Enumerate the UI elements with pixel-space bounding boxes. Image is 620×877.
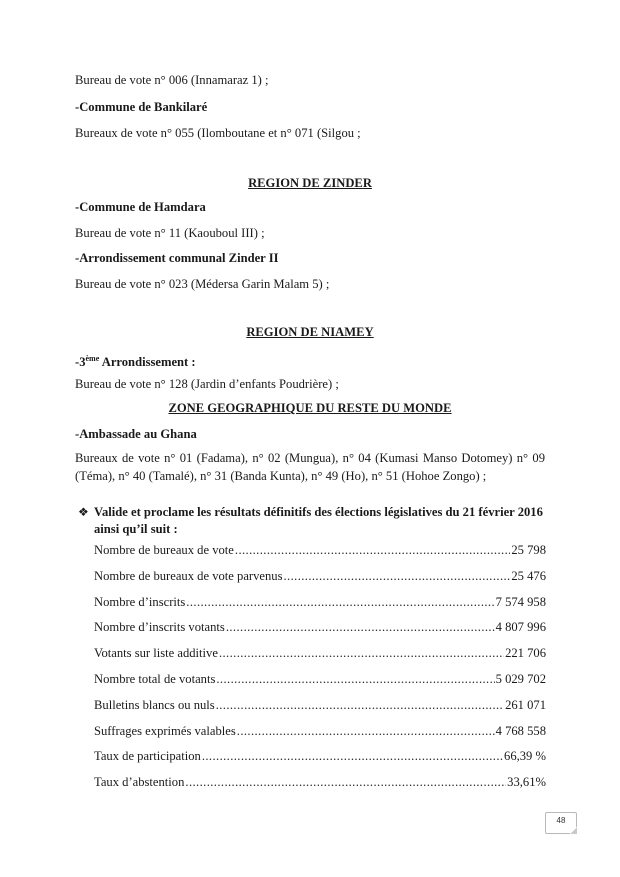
stat-label: Nombre de bureaux de vote bbox=[94, 543, 234, 557]
diamond-bullet-icon: ❖ bbox=[78, 505, 89, 519]
leader-dots bbox=[185, 775, 506, 790]
leader-dots bbox=[237, 724, 495, 739]
proclamation-text: Valide et proclame les résultats définitifs des élections législatives du 21 février 2016 ainsi qu’il suit : bbox=[94, 505, 543, 536]
heading-zone-geographique: ZONE GEOGRAPHIQUE DU RESTE DU MONDE bbox=[168, 401, 452, 415]
arr3-superscript: ème bbox=[85, 354, 100, 363]
arr3-prefix: -3 bbox=[75, 355, 86, 370]
stat-value: 33,61% bbox=[507, 775, 546, 790]
arr3-suffix: Arrondissement : bbox=[99, 355, 196, 370]
line-bureau-11: Bureau de vote n° 11 (Kaouboul III) ; bbox=[75, 226, 265, 240]
stat-value: 25 798 bbox=[511, 543, 546, 557]
stat-label: Taux de participation bbox=[94, 749, 201, 764]
leader-dots bbox=[216, 672, 494, 687]
stat-label: Nombre de bureaux de vote parvenus bbox=[94, 568, 283, 583]
stat-value: 4 807 996 bbox=[495, 620, 546, 635]
stat-row bbox=[94, 749, 546, 764]
page-number: 48 bbox=[545, 812, 577, 834]
heading-arrondissement-zinder: -Arrondissement communal Zinder II bbox=[75, 251, 279, 265]
heading-region-zinder: REGION DE ZINDER bbox=[248, 176, 372, 190]
stat-label: Taux d’abstention bbox=[94, 775, 185, 790]
line-bureaux-055: Bureaux de vote n° 055 (Ilomboutane et n° 071 (Silgou ; bbox=[75, 126, 361, 140]
stat-label: Votants sur liste additive bbox=[94, 646, 218, 661]
stat-label: Nombre total de votants bbox=[94, 672, 216, 686]
stat-value: 66,39 % bbox=[504, 749, 546, 764]
leader-dots bbox=[235, 543, 510, 558]
stat-row bbox=[94, 543, 546, 558]
stat-label: Suffrages exprimés valables bbox=[94, 723, 236, 738]
leader-dots bbox=[219, 646, 504, 661]
stat-label: Nombre d’inscrits votants bbox=[94, 620, 225, 635]
heading-commune-bankilare: -Commune de Bankilaré bbox=[75, 100, 208, 114]
stat-value: 5 029 702 bbox=[495, 672, 546, 686]
proclamation-bullet bbox=[78, 504, 546, 538]
stat-value: 221 706 bbox=[505, 646, 546, 661]
stat-row bbox=[94, 672, 546, 687]
line-bureau-128: Bureau de vote n° 128 (Jardin d’enfants Poudrière) ; bbox=[75, 377, 339, 391]
leader-dots bbox=[284, 569, 511, 584]
stat-row bbox=[94, 569, 546, 584]
stat-value: 261 071 bbox=[505, 697, 546, 712]
leader-dots bbox=[202, 749, 503, 764]
line-bureau-006: Bureau de vote n° 006 (Innamaraz 1) ; bbox=[75, 73, 269, 87]
stat-row bbox=[94, 595, 546, 610]
stat-row bbox=[94, 724, 546, 739]
stat-row bbox=[94, 646, 546, 661]
heading-ambassade-ghana: -Ambassade au Ghana bbox=[75, 427, 197, 441]
stat-row bbox=[94, 620, 546, 635]
heading-region-niamey: REGION DE NIAMEY bbox=[246, 325, 374, 339]
leader-dots bbox=[226, 620, 495, 635]
leader-dots bbox=[186, 595, 494, 610]
stat-value: 7 574 958 bbox=[495, 594, 546, 609]
heading-commune-hamdara: -Commune de Hamdara bbox=[75, 200, 206, 214]
stat-value: 25 476 bbox=[511, 568, 546, 583]
stat-label: Nombre d’inscrits bbox=[94, 594, 186, 609]
leader-dots bbox=[216, 698, 504, 713]
stat-row bbox=[94, 698, 546, 713]
stat-row bbox=[94, 775, 546, 790]
stat-value: 4 768 558 bbox=[495, 723, 546, 738]
line-bureau-023: Bureau de vote n° 023 (Médersa Garin Malam 5) ; bbox=[75, 277, 330, 291]
paragraph-ghana-bureaux: Bureaux de vote n° 01 (Fadama), n° 02 (Mungua), n° 04 (Kumasi Manso Dotomey) n° 09 (Téma), n° 40 (Tamalé), n° 31 (Banda Kunta), n° 49 (Ho), n° 51 (Hohoe Zongo) ; bbox=[75, 451, 545, 483]
heading-3eme-arrondissement bbox=[75, 351, 196, 370]
stat-label: Bulletins blancs ou nuls bbox=[94, 697, 215, 712]
